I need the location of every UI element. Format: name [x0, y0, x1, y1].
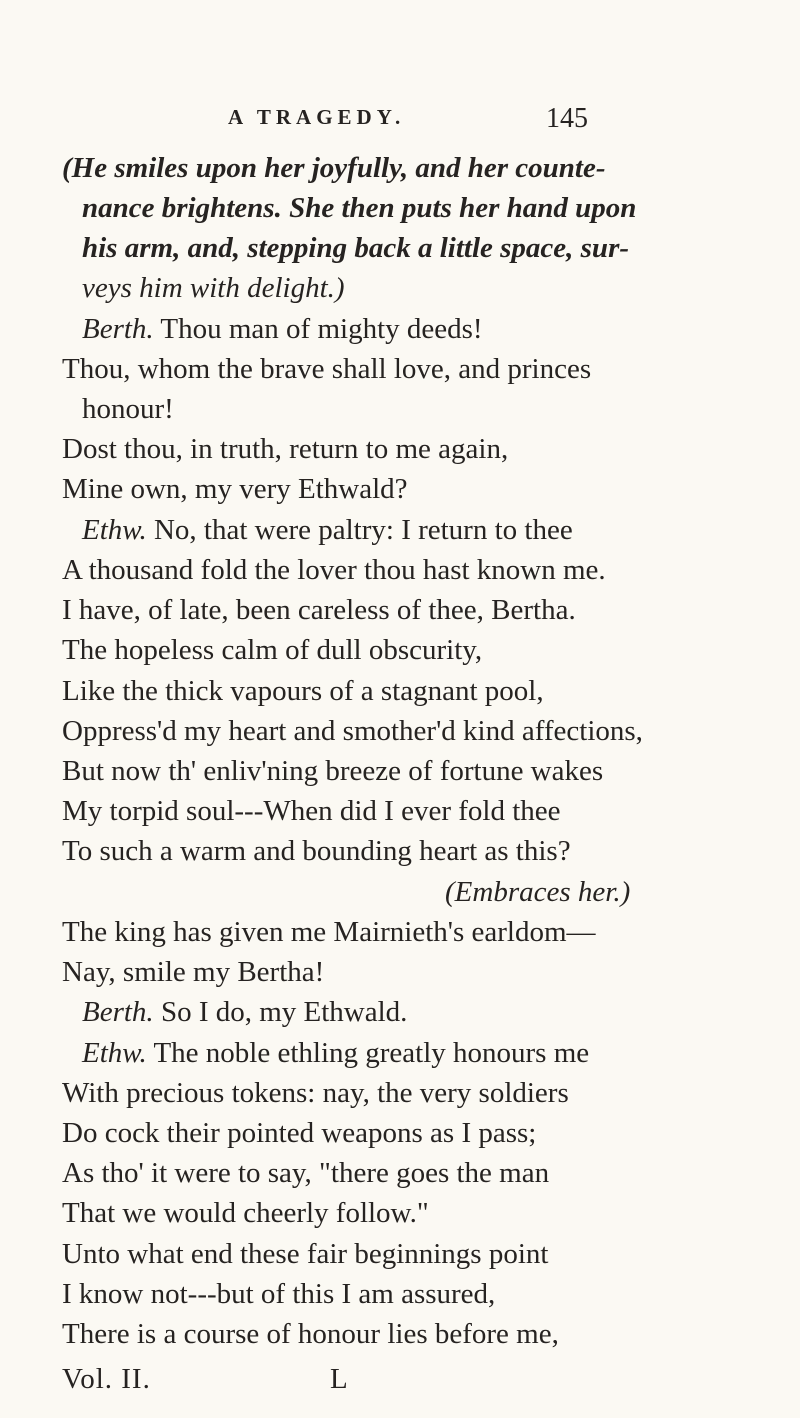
- page-number: 145: [546, 103, 588, 134]
- line-text: Do cock their pointed weapons as I pass;: [62, 1117, 537, 1149]
- line-text: My torpid soul---When did I ever fold thee: [62, 795, 561, 827]
- text-line: [62, 591, 576, 629]
- line-text: veys him with delight.): [82, 272, 345, 304]
- line-text: But now th' enliv'ning breeze of fortune wakes: [62, 755, 604, 787]
- line-text: Thou, whom the brave shall love, and princes: [62, 353, 592, 385]
- page-header: [228, 105, 588, 141]
- line-text: Unto what end these fair beginnings point: [62, 1238, 549, 1270]
- signature-mark: L: [330, 1363, 348, 1395]
- text-line: [62, 832, 571, 870]
- line-text: Mine own, my very Ethwald?: [62, 473, 408, 505]
- text-line: [62, 1154, 549, 1192]
- line-text: Like the thick vapours of a stagnant pool,: [62, 675, 544, 707]
- text-line: [62, 551, 606, 589]
- line-text: (Embraces her.): [445, 876, 631, 908]
- line-text: nance brightens. She then puts her hand upon: [82, 192, 637, 224]
- line-text: Thou man of mighty deeds!: [153, 313, 483, 345]
- text-line: [62, 1235, 548, 1273]
- speaker-name: Berth.: [82, 313, 154, 345]
- line-text: I know not---but of this I am assured,: [62, 1278, 496, 1310]
- text-line: [82, 310, 483, 348]
- line-text: So I do, my Ethwald.: [153, 996, 408, 1028]
- text-line: [62, 712, 643, 750]
- text-line: [82, 511, 573, 549]
- text-line: [62, 1194, 429, 1232]
- speaker-name: Ethw.: [82, 1037, 147, 1069]
- line-text: The king has given me Mairnieth's earldom—: [62, 916, 596, 948]
- line-text: There is a course of honour lies before me,: [62, 1318, 559, 1350]
- text-line: [82, 269, 345, 307]
- text-line: [82, 993, 407, 1031]
- text-line: [62, 1074, 569, 1112]
- text-line: [62, 672, 544, 710]
- line-text: Dost thou, in truth, return to me again,: [62, 433, 509, 465]
- line-text: As tho' it were to say, "there goes the man: [62, 1157, 550, 1189]
- line-text: That we would cheerly follow.": [62, 1197, 429, 1229]
- line-text: Nay, smile my Bertha!: [62, 956, 325, 988]
- line-text: honour!: [82, 393, 174, 425]
- speaker-name: Berth.: [82, 996, 154, 1028]
- volume-label: Vol. II.: [62, 1363, 151, 1395]
- text-line: [445, 873, 630, 911]
- line-text: With precious tokens: nay, the very soldiers: [62, 1077, 569, 1109]
- text-line: [82, 229, 629, 267]
- text-line: [62, 149, 606, 187]
- text-line: [82, 189, 636, 227]
- running-title: A TRAGEDY.: [228, 105, 406, 129]
- text-line: [62, 1275, 495, 1313]
- line-text: No, that were paltry: I return to thee: [146, 514, 573, 546]
- text-line: [62, 752, 603, 790]
- line-text: (He smiles upon her joyfully, and her counte-: [62, 152, 606, 184]
- line-text: The noble ethling greatly honours me: [146, 1037, 590, 1069]
- line-text: I have, of late, been careless of thee, Bertha.: [62, 594, 576, 626]
- text-line: [62, 1114, 536, 1152]
- text-line: [82, 390, 174, 428]
- text-line: [62, 792, 561, 830]
- line-text: his arm, and, stepping back a little space, sur-: [82, 232, 630, 264]
- line-text: Oppress'd my heart and smother'd kind affections,: [62, 715, 643, 747]
- line-text: The hopeless calm of dull obscurity,: [62, 634, 483, 666]
- line-text: To such a warm and bounding heart as this?: [62, 835, 571, 867]
- text-line: [62, 470, 408, 508]
- text-line: [82, 1034, 589, 1072]
- text-line: [62, 953, 324, 991]
- text-line: [62, 350, 591, 388]
- text-line: [62, 631, 482, 669]
- text-line: [62, 913, 596, 951]
- text-line: [62, 1315, 559, 1353]
- line-text: A thousand fold the lover thou hast known me.: [62, 554, 606, 586]
- speaker-name: Ethw.: [82, 514, 147, 546]
- text-line: [62, 430, 508, 468]
